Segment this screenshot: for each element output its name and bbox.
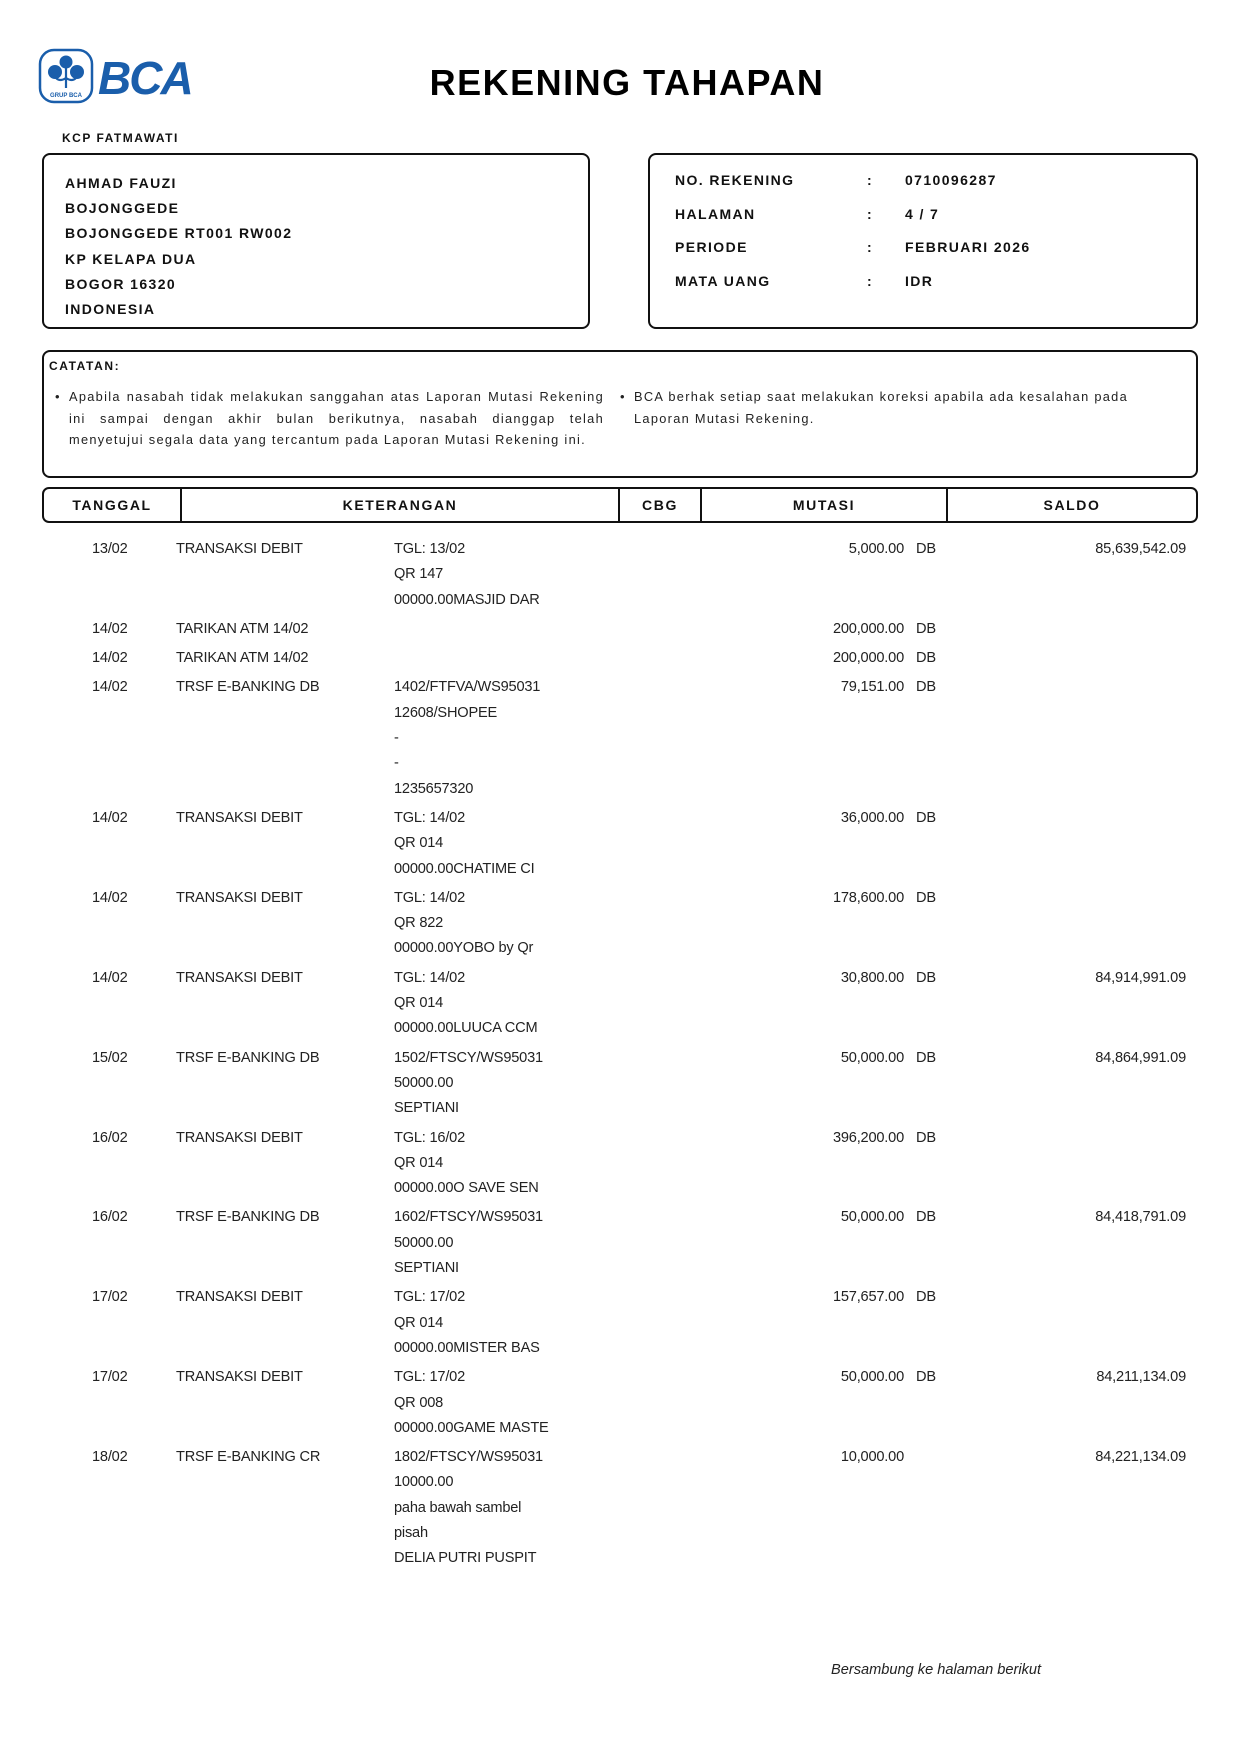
detail-line: TGL: 14/02 xyxy=(394,969,466,986)
field-separator: : xyxy=(867,272,874,289)
cell-balance-text: 84,221,134.09 xyxy=(1095,1449,1186,1466)
page-row xyxy=(675,203,1196,237)
cell-date xyxy=(92,1205,142,1281)
detail-line: TGL: 16/02 xyxy=(394,1129,466,1146)
cell-date-text: 17/02 xyxy=(92,1289,128,1306)
detail-line: QR 822 xyxy=(394,915,444,932)
detail-line: 1802/FTSCY/WS95031 xyxy=(394,1449,543,1466)
cell-debit-credit-text: DB xyxy=(916,679,936,696)
cell-type-text: TRANSAKSI DEBIT xyxy=(176,1369,303,1386)
detail-line: 10000.00 xyxy=(394,1474,454,1491)
cell-balance xyxy=(944,537,1198,613)
table-row xyxy=(42,675,1198,801)
cell-date-text: 13/02 xyxy=(92,541,128,557)
cell-amount-text: 50,000.00 xyxy=(840,1049,904,1066)
cell-amount-text: 200,000.00 xyxy=(832,650,904,667)
cell-details xyxy=(394,1205,694,1281)
cell-amount-text: 50,000.00 xyxy=(840,1209,904,1226)
cell-date-text: 14/02 xyxy=(92,969,128,986)
cell-amount-text: 200,000.00 xyxy=(832,620,904,637)
cell-balance xyxy=(944,806,1198,882)
column-header-cbg: CBG xyxy=(620,489,702,521)
cell-date xyxy=(92,1445,142,1571)
address-line: BOJONGGEDE xyxy=(65,200,180,217)
detail-line: TGL: 17/02 xyxy=(394,1369,466,1386)
detail-line xyxy=(394,617,694,642)
cell-balance-text xyxy=(944,675,1186,700)
cell-type xyxy=(176,646,394,671)
detail-line: QR 147 xyxy=(394,566,444,583)
cell-debit-credit xyxy=(904,966,944,1042)
cell-type xyxy=(176,675,394,801)
note-text: Apabila nasabah tidak melakukan sanggahan atas Laporan Mutasi Rekening ini sampai dengan akhir bulan berikutnya, nasabah dianggap telah menyetujui segala data yang tercantum pada Laporan Mutasi Rekening ini. xyxy=(69,389,604,447)
table-header xyxy=(42,487,1198,523)
cell-type-text: TRSF E-BANKING CR xyxy=(176,1449,321,1466)
field-separator: : xyxy=(867,172,874,188)
cell-date xyxy=(92,617,142,642)
cell-date-text: 14/02 xyxy=(92,679,128,696)
cell-date xyxy=(92,537,142,613)
detail-line: 00000.00CHATIME CI xyxy=(394,860,535,877)
cell-balance-text xyxy=(944,1126,1186,1151)
cell-date xyxy=(92,675,142,801)
cell-type xyxy=(176,1126,394,1202)
column-header-saldo: SALDO xyxy=(1043,497,1101,513)
cell-amount-text: 36,000.00 xyxy=(840,809,904,826)
cell-debit-credit xyxy=(904,675,944,801)
cell-debit-credit xyxy=(904,806,944,882)
cell-amount-text: 396,200.00 xyxy=(832,1129,904,1146)
table-row xyxy=(42,966,1198,1042)
cell-amount xyxy=(704,1205,904,1281)
cell-debit-credit-text: DB xyxy=(916,620,936,637)
field-label: MATA UANG xyxy=(675,272,771,289)
cell-date xyxy=(92,646,142,671)
detail-line: paha bawah sambel xyxy=(394,1499,522,1516)
cell-amount xyxy=(704,617,904,642)
cell-date-text: 14/02 xyxy=(92,889,128,906)
cell-balance-text: 85,639,542.09 xyxy=(1095,541,1186,557)
cell-amount-text: 30,800.00 xyxy=(840,969,904,986)
cell-amount-text: 157,657.00 xyxy=(832,1289,904,1306)
table-row xyxy=(42,806,1198,882)
column-header-mutasi: MUTASI xyxy=(702,489,948,521)
customer-address-box xyxy=(42,153,590,329)
cell-amount xyxy=(704,537,904,613)
detail-line: 00000.00O SAVE SEN xyxy=(394,1180,539,1197)
cell-debit-credit-text: DB xyxy=(916,541,936,557)
address-line: INDONESIA xyxy=(65,300,156,317)
cell-type xyxy=(176,1365,394,1441)
cell-details xyxy=(394,1365,694,1441)
page-number: 4 / 7 xyxy=(905,205,940,222)
cell-debit-credit-text: DB xyxy=(916,1129,936,1146)
transactions-table-body xyxy=(42,537,1198,1572)
detail-line: QR 014 xyxy=(394,1314,444,1331)
cell-debit-credit-text: DB xyxy=(916,1289,936,1306)
cell-debit-credit xyxy=(904,1365,944,1441)
column-header-keterangan: KETERANGAN xyxy=(182,489,620,521)
cell-debit-credit-text: DB xyxy=(916,969,936,986)
cell-date-text: 14/02 xyxy=(92,650,128,667)
bullet-icon: • xyxy=(55,389,61,404)
cell-date xyxy=(92,886,142,962)
detail-line: 50000.00 xyxy=(394,1074,454,1091)
cell-debit-credit xyxy=(904,646,944,671)
cell-type-text: TRSF E-BANKING DB xyxy=(176,1209,320,1226)
cell-details xyxy=(394,1285,694,1361)
cell-details xyxy=(394,1046,694,1122)
cell-details xyxy=(394,675,694,801)
cell-details xyxy=(394,1445,694,1571)
cell-type-text: TRANSAKSI DEBIT xyxy=(176,969,303,986)
address-line: BOGOR 16320 xyxy=(65,275,177,292)
notes-title: CATATAN: xyxy=(49,359,121,373)
cell-debit-credit xyxy=(904,1205,944,1281)
table-row xyxy=(42,886,1198,962)
period-row xyxy=(675,236,1196,270)
table-row xyxy=(42,1126,1198,1202)
cell-date-text: 18/02 xyxy=(92,1449,128,1466)
cell-amount-text: 10,000.00 xyxy=(840,1449,904,1466)
cell-debit-credit xyxy=(904,1046,944,1122)
branch-name: KCP FATMAWATI xyxy=(62,131,179,145)
cell-amount-text: 5,000.00 xyxy=(848,541,904,557)
currency-row xyxy=(675,270,1196,304)
cell-amount xyxy=(704,675,904,801)
cell-type xyxy=(176,1205,394,1281)
field-label: HALAMAN xyxy=(675,205,756,222)
cell-type xyxy=(176,617,394,642)
cell-balance xyxy=(944,1445,1198,1571)
table-row xyxy=(42,1205,1198,1281)
cell-type xyxy=(176,1046,394,1122)
table-row xyxy=(42,646,1198,671)
detail-line: 00000.00LUUCA CCM xyxy=(394,1020,538,1037)
cell-type-text: TRANSAKSI DEBIT xyxy=(176,809,303,826)
column-header-tanggal: TANGGAL xyxy=(44,489,182,521)
cell-amount xyxy=(704,1126,904,1202)
cell-balance xyxy=(944,966,1198,1042)
cell-balance-text: 84,864,991.09 xyxy=(1095,1049,1186,1066)
detail-line: DELIA PUTRI PUSPIT xyxy=(394,1550,537,1567)
cell-balance xyxy=(944,1365,1198,1441)
cell-type-text: TRANSAKSI DEBIT xyxy=(176,889,303,906)
detail-line: TGL: 14/02 xyxy=(394,889,466,906)
cell-balance-text xyxy=(944,617,1186,642)
cell-details xyxy=(394,617,694,642)
field-separator: : xyxy=(867,205,874,222)
cell-debit-credit xyxy=(904,886,944,962)
cell-balance-text xyxy=(944,886,1186,911)
table-row xyxy=(42,1445,1198,1571)
cell-debit-credit-text: DB xyxy=(916,809,936,826)
detail-line: 1602/FTSCY/WS95031 xyxy=(394,1209,543,1226)
cell-type xyxy=(176,966,394,1042)
cell-amount xyxy=(704,886,904,962)
field-separator: : xyxy=(867,239,874,255)
cell-date-text: 16/02 xyxy=(92,1129,128,1146)
cell-balance xyxy=(944,675,1198,801)
detail-line: - xyxy=(394,730,399,747)
cell-details xyxy=(394,537,694,613)
detail-line: QR 008 xyxy=(394,1394,444,1411)
cell-amount xyxy=(704,966,904,1042)
cell-debit-credit xyxy=(904,617,944,642)
cell-date xyxy=(92,1046,142,1122)
cell-type-text: TRANSAKSI DEBIT xyxy=(176,1289,303,1306)
detail-line: 50000.00 xyxy=(394,1234,454,1251)
cell-type xyxy=(176,886,394,962)
cell-type-text: TRSF E-BANKING DB xyxy=(176,679,320,696)
cell-amount xyxy=(704,1285,904,1361)
cell-details xyxy=(394,966,694,1042)
cell-date xyxy=(92,966,142,1042)
cell-type-text: TRANSAKSI DEBIT xyxy=(176,1129,303,1146)
detail-line: 12608/SHOPEE xyxy=(394,704,498,721)
address-line: KP KELAPA DUA xyxy=(65,250,197,267)
detail-line: 00000.00GAME MASTE xyxy=(394,1419,549,1436)
cell-type xyxy=(176,806,394,882)
cell-debit-credit-text: DB xyxy=(916,650,936,667)
bca-wordmark: BCA xyxy=(98,52,192,104)
cell-debit-credit-text xyxy=(916,1445,944,1470)
cell-amount-text: 79,151.00 xyxy=(840,679,904,696)
detail-line: pisah xyxy=(394,1524,428,1541)
table-row xyxy=(42,1285,1198,1361)
cell-type-text: TARIKAN ATM 14/02 xyxy=(176,650,309,667)
detail-line: 00000.00YOBO by Qr xyxy=(394,940,534,957)
cell-date-text: 14/02 xyxy=(92,620,128,637)
address-line: BOJONGGEDE RT001 RW002 xyxy=(65,225,293,242)
cell-balance xyxy=(944,1126,1198,1202)
cell-balance xyxy=(944,646,1198,671)
cell-date xyxy=(92,1365,142,1441)
note-item xyxy=(49,386,614,451)
account-number-row xyxy=(675,169,1196,203)
cell-debit-credit-text: DB xyxy=(916,1209,936,1226)
continued-note: Bersambung ke halaman berikut xyxy=(831,1662,1042,1678)
cell-amount xyxy=(704,1365,904,1441)
cell-debit-credit xyxy=(904,1285,944,1361)
cell-debit-credit xyxy=(904,1126,944,1202)
detail-line: 1402/FTFVA/WS95031 xyxy=(394,679,541,696)
note-text: BCA berhak setiap saat melakukan koreksi apabila ada kesalahan pada Laporan Mutasi Rekening. xyxy=(634,389,1129,426)
detail-line: SEPTIANI xyxy=(394,1100,459,1117)
detail-line: TGL: 14/02 xyxy=(394,809,466,826)
detail-line: 1502/FTSCY/WS95031 xyxy=(394,1049,543,1066)
table-row xyxy=(42,1046,1198,1122)
cell-balance-text xyxy=(944,806,1186,831)
cell-date-text: 17/02 xyxy=(92,1369,128,1386)
detail-line: 00000.00MISTER BAS xyxy=(394,1339,540,1356)
cell-type-text: TRANSAKSI DEBIT xyxy=(176,541,303,557)
bullet-icon: • xyxy=(620,389,626,404)
detail-line: 00000.00MASJID DAR xyxy=(394,591,540,608)
detail-line: QR 014 xyxy=(394,1154,444,1171)
svg-text:GRUP BCA: GRUP BCA xyxy=(50,93,82,99)
cell-date-text: 16/02 xyxy=(92,1209,128,1226)
table-row xyxy=(42,617,1198,642)
cell-balance-text xyxy=(944,1285,1186,1310)
table-row xyxy=(42,537,1198,613)
cell-date xyxy=(92,1285,142,1361)
cell-balance xyxy=(944,1285,1198,1361)
cell-balance xyxy=(944,886,1198,962)
period-value: FEBRUARI 2026 xyxy=(905,239,1031,255)
cell-date xyxy=(92,1126,142,1202)
currency-value: IDR xyxy=(905,272,934,289)
detail-line: QR 014 xyxy=(394,835,444,852)
cell-amount xyxy=(704,646,904,671)
field-label: PERIODE xyxy=(675,239,748,255)
detail-line: TGL: 17/02 xyxy=(394,1289,466,1306)
cell-date-text: 15/02 xyxy=(92,1049,128,1066)
detail-line xyxy=(394,646,694,671)
cell-details xyxy=(394,886,694,962)
cell-date xyxy=(92,806,142,882)
cell-type xyxy=(176,1445,394,1571)
cell-debit-credit xyxy=(904,1445,944,1571)
cell-balance xyxy=(944,1205,1198,1281)
cell-details xyxy=(394,806,694,882)
cell-balance-text xyxy=(944,646,1186,671)
cell-details xyxy=(394,646,694,671)
account-info-box xyxy=(648,153,1198,329)
cell-debit-credit-text: DB xyxy=(916,1369,936,1386)
cell-balance xyxy=(944,617,1198,642)
cell-debit-credit-text: DB xyxy=(916,1049,936,1066)
cell-balance-text: 84,418,791.09 xyxy=(1095,1209,1186,1226)
cell-type-text: TRSF E-BANKING DB xyxy=(176,1049,320,1066)
cell-amount xyxy=(704,1445,904,1571)
detail-line: QR 014 xyxy=(394,995,444,1012)
cell-balance xyxy=(944,1046,1198,1122)
cell-details xyxy=(394,1126,694,1202)
customer-name: AHMAD FAUZI xyxy=(65,175,177,191)
cell-amount xyxy=(704,806,904,882)
cell-type xyxy=(176,1285,394,1361)
note-item xyxy=(614,386,1174,451)
document-title: REKENING TAHAPAN xyxy=(429,62,825,103)
cell-date-text: 14/02 xyxy=(92,809,128,826)
cell-amount-text: 50,000.00 xyxy=(840,1369,904,1386)
cell-amount-text: 178,600.00 xyxy=(832,889,904,906)
notes-box xyxy=(42,350,1198,478)
account-number: 0710096287 xyxy=(905,172,997,188)
cell-debit-credit xyxy=(904,537,944,613)
cell-amount xyxy=(704,1046,904,1122)
detail-line: - xyxy=(394,755,399,772)
detail-line: 1235657320 xyxy=(394,780,474,797)
field-label: NO. REKENING xyxy=(675,172,795,188)
detail-line: TGL: 13/02 xyxy=(394,541,466,557)
cell-balance-text: 84,914,991.09 xyxy=(1095,969,1186,986)
cell-balance-text: 84,211,134.09 xyxy=(1096,1369,1186,1386)
detail-line: SEPTIANI xyxy=(394,1260,459,1277)
cell-type xyxy=(176,537,394,613)
cell-type-text: TARIKAN ATM 14/02 xyxy=(176,620,309,637)
cell-debit-credit-text: DB xyxy=(916,889,936,906)
table-row xyxy=(42,1365,1198,1441)
